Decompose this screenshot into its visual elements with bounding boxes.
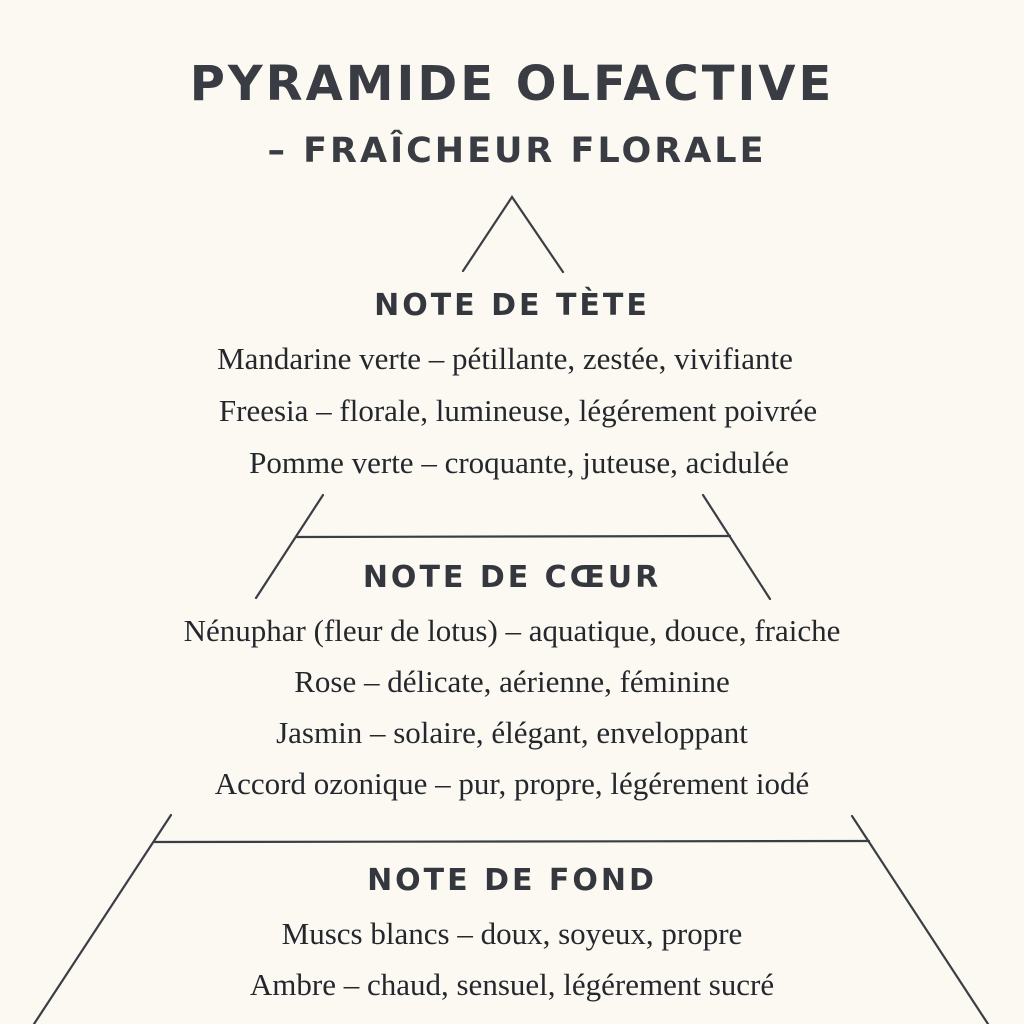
page-subtitle: – FRAÎCHEUR FLORALE [267,131,767,171]
pyramid-apex [463,197,563,272]
tier-1-2-divider [296,536,730,537]
note-item: Jasmin – solaire, élégant, enveloppant [276,715,748,750]
tier-heading-base-notes: NOTE DE FOND [367,863,657,898]
tier-heading-heart-notes: NOTE DE CŒUR [362,560,662,595]
note-item: Rose – délicate, aérienne, féminine [294,664,730,699]
note-item: Mandarine verte – pétillante, zestée, vivifiante [217,341,793,376]
page-title: PYRAMIDE OLFACTIVE [189,56,835,112]
note-item: Nénuphar (fleur de lotus) – aquatique, douce, fraiche [183,613,841,648]
note-item: Ambre – chaud, sensuel, légérement sucré [249,967,775,1002]
tier-heading-top-notes: NOTE DE TÈTE [374,288,650,323]
tier-2-3-divider [155,841,869,842]
note-item: Freesia – florale, lumineuse, légérement poivrée [218,393,818,428]
note-item: Muscs blancs – doux, soyeux, propre [281,916,743,951]
note-item: Accord ozonique – pur, propre, légérement iodé [214,766,810,801]
note-item: Pomme verte – croquante, juteuse, acidulée [249,445,789,480]
